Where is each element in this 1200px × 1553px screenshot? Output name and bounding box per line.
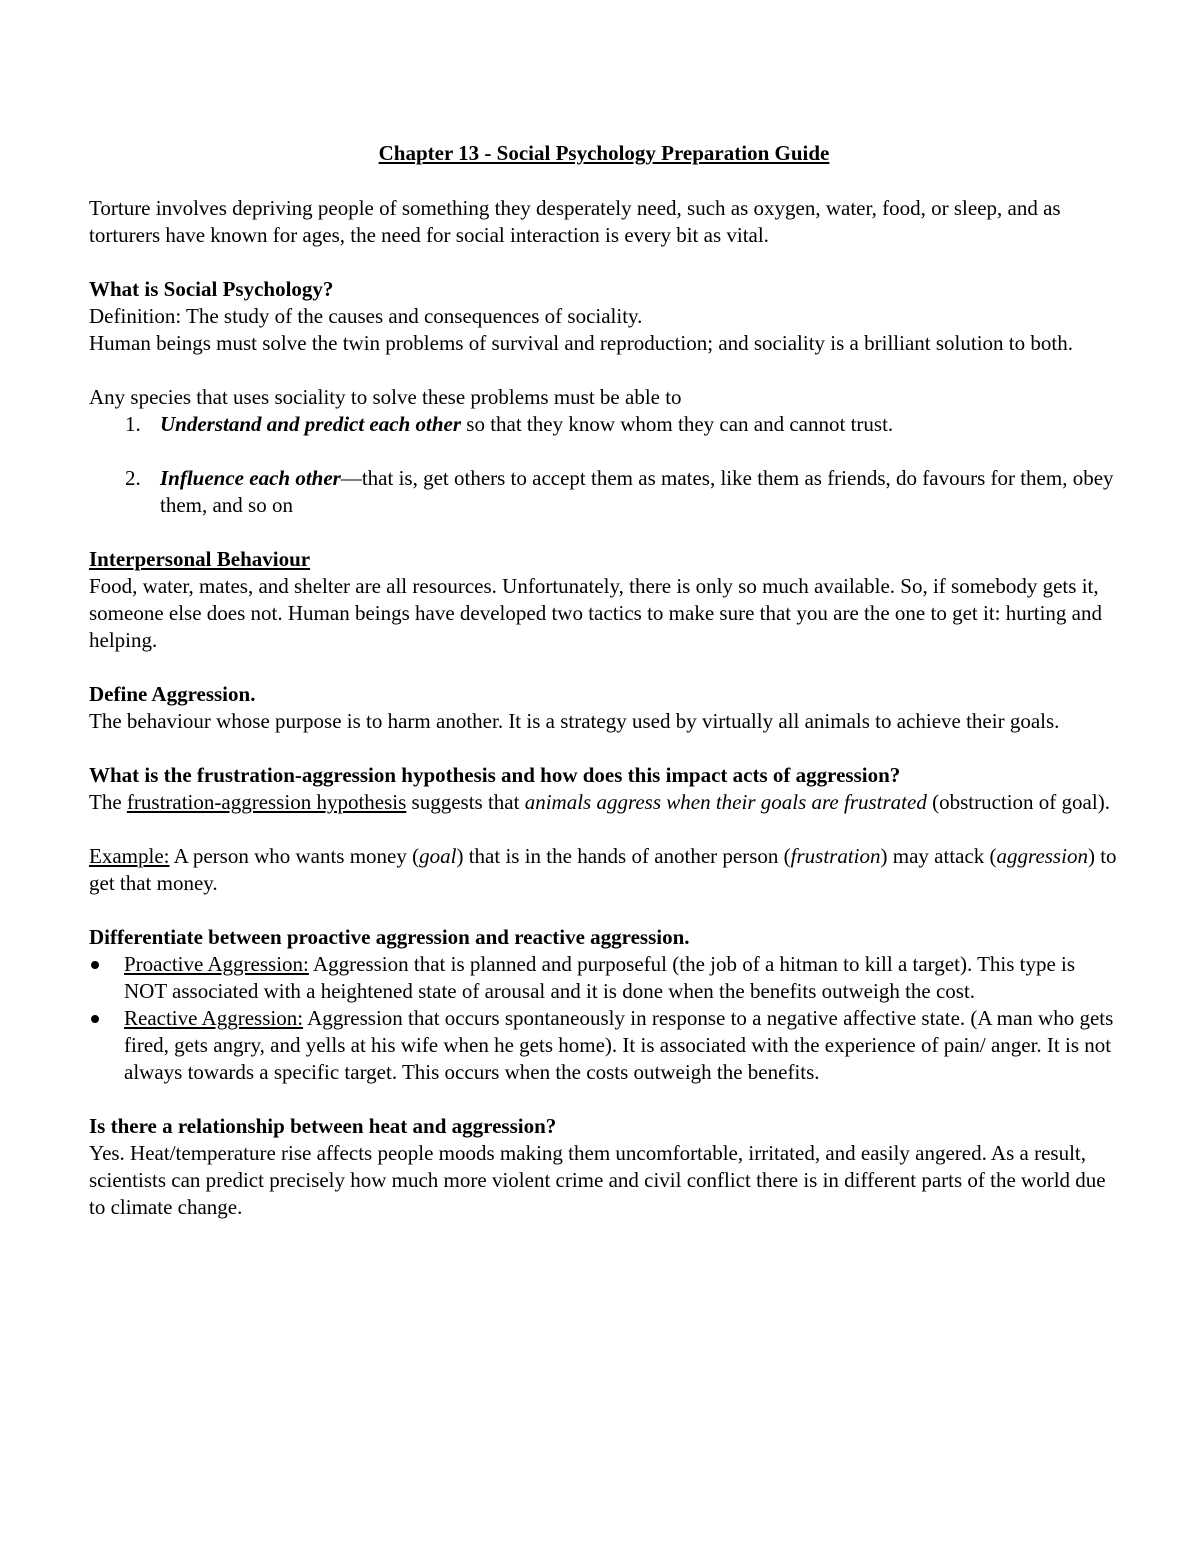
species-lead: Any species that uses sociality to solve these problems must be able to <box>89 385 682 409</box>
reactive-label: Reactive Aggression: <box>124 1006 304 1030</box>
heat-heading: Is there a relationship between heat and aggression? <box>89 1114 557 1138</box>
hypothesis-term: frustration-aggression hypothesis <box>126 790 407 814</box>
proactive-text: Aggression that is planned and purposeful (the job of a hitman to kill a target). This type is NOT associated with a heightened state of arousal and it is done when the benefits outweigh the cost. <box>124 952 1076 1003</box>
text-run: ) to get that money. <box>89 844 1117 895</box>
proactive-label: Proactive Aggression: <box>124 952 309 976</box>
example-label: Example: <box>89 844 170 868</box>
list-item <box>89 465 1119 519</box>
species-list <box>89 411 1119 519</box>
bullet-icon <box>91 1015 99 1023</box>
example-aggression: aggression <box>996 844 1088 868</box>
types-list <box>89 951 1119 1086</box>
list-item-text: —that is, get others to accept them as mates, like them as friends, do favours for them, obey them, and so on <box>160 466 1114 517</box>
list-item-bold: Influence each other <box>160 466 341 490</box>
social-psychology-body: Human beings must solve the twin problems of survival and reproduction; and sociality is a brilliant solution to both. <box>89 331 1073 355</box>
social-psychology-heading: What is Social Psychology? <box>89 277 334 301</box>
text-run: ) that is in the hands of another person ( <box>456 844 791 868</box>
example-goal: goal <box>419 844 457 868</box>
list-item <box>89 1005 1119 1086</box>
text-run: The <box>89 790 127 814</box>
frustration-body <box>89 789 1119 816</box>
aggression-heading: Define Aggression. <box>89 682 256 706</box>
text-run: A person who wants money ( <box>169 844 420 868</box>
bullet-icon <box>91 961 99 969</box>
page-title: Chapter 13 - Social Psychology Preparation Guide <box>378 141 830 165</box>
reactive-text: Aggression that occurs spontaneously in response to a negative affective state. (A man who gets fired, gets angry, and yells at his wife when he gets home). It is associated with the experience of pain/ anger. It is not always towards a specific target. This occurs when the costs outweigh the benefits. <box>124 1006 1114 1084</box>
text-run: ) may attack ( <box>880 844 997 868</box>
social-psychology-definition: Definition: The study of the causes and consequences of sociality. <box>89 304 643 328</box>
aggression-body: The behaviour whose purpose is to harm another. It is a strategy used by virtually all animals to achieve their goals. <box>89 709 1060 733</box>
example-frustration: frustration <box>790 844 881 868</box>
list-number: 2. <box>125 466 141 490</box>
list-number: 1. <box>125 412 141 436</box>
types-heading: Differentiate between proactive aggression and reactive aggression. <box>89 925 690 949</box>
list-item <box>89 411 1119 438</box>
list-item-bold: Understand and predict each other <box>160 412 462 436</box>
list-item-text: so that they know whom they can and cannot trust. <box>461 412 894 436</box>
frustration-heading: What is the frustration-aggression hypothesis and how does this impact acts of aggression? <box>89 763 901 787</box>
text-run: suggests that <box>406 790 525 814</box>
hypothesis-italic: animals aggress when their goals are frustrated <box>524 790 927 814</box>
text-run: (obstruction of goal). <box>926 790 1110 814</box>
heat-body: Yes. Heat/temperature rise affects people moods making them uncomfortable, irritated, and easily angered. As a result, scientists can predict precisely how much more violent crime and civil conflict there is in different parts of the world due to climate change. <box>89 1141 1106 1219</box>
intro-paragraph: Torture involves depriving people of something they desperately need, such as oxygen, water, food, or sleep, and as torturers have known for ages, the need for social interaction is every bit as vital. <box>89 196 1061 247</box>
interpersonal-body: Food, water, mates, and shelter are all resources. Unfortunately, there is only so much available. So, if somebody gets it, someone else does not. Human beings have developed two tactics to make sure that you are the one to get it: hurting and helping. <box>89 574 1102 652</box>
interpersonal-heading: Interpersonal Behaviour <box>89 547 311 571</box>
frustration-example <box>89 843 1119 897</box>
document-page <box>89 140 1119 1221</box>
list-item <box>89 951 1119 1005</box>
